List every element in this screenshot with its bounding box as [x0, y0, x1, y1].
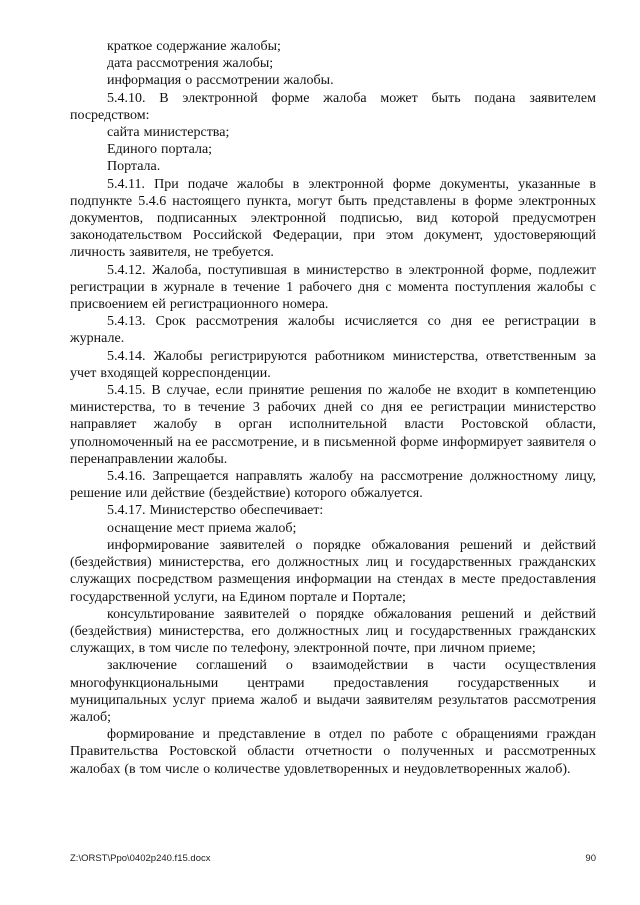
paragraph: дата рассмотрения жалобы; [107, 56, 274, 72]
paragraph: 5.4.13. Срок рассмотрения жалобы исчисляется со дня ее регистрации в журнале. [70, 314, 596, 347]
footer-file-path: Z:\ORST\Ppo\0402p240.f15.docx [70, 853, 211, 864]
paragraph: заключение соглашений о взаимодействии в части осуществления многофункциональными центрами предоставления государственных и муниципальных услуг приема жалоб и выдачи заявителям результатов рассмотрения жалоб; [70, 658, 596, 725]
document-body [70, 38, 596, 778]
paragraph: 5.4.16. Запрещается направлять жалобу на рассмотрение должностному лицу, решение или действие (бездействие) которого обжалуется. [70, 469, 596, 502]
paragraph: 5.4.12. Жалоба, поступившая в министерство в электронной форме, подлежит регистрации в журнале в течение 1 рабочего дня с момента поступления жалобы с присвоением ей регистрационного номера. [70, 262, 596, 313]
paragraph: Портала. [107, 159, 161, 175]
paragraph: формирование и представление в отдел по работе с обращениями граждан Правительства Ростовской области отчетности о полученных и рассмотренных жалобах (в том числе о количестве удовлетворенных и неудовлетворенных жалоб). [70, 727, 596, 777]
paragraph: оснащение мест приема жалоб; [107, 520, 297, 536]
paragraph: 5.4.17. Министерство обеспечивает: [107, 503, 324, 519]
paragraph: 5.4.10. В электронной форме жалоба может быть подана заявителем посредством: [70, 90, 596, 123]
paragraph: краткое содержание жалобы; [107, 39, 281, 54]
paragraph: информирование заявителей о порядке обжалования решений и действий (бездействия) министерства, его должностных лиц и государственных гражданских служащих посредством размещения информации на стендах в месте предоставления государственной услуги, на Едином портале и Портале; [70, 537, 596, 605]
paragraph: 5.4.14. Жалобы регистрируются работником министерства, ответственным за учет входящей корреспонденции. [70, 348, 596, 381]
paragraph: Единого портала; [107, 142, 213, 158]
page-footer [70, 853, 596, 864]
paragraph: 5.4.11. При подаче жалобы в электронной форме документы, указанные в подпункте 5.4.6 настоящего пункта, могут быть представлены в форме электронных документов, подписанных электронной подписью, вид которой предусмотрен законодательством Российской Федерации, при этом документ, удостоверяющий личность заявителя, не требуется. [70, 176, 596, 261]
paragraph: консультирование заявителей о порядке обжалования решений и действий (бездействия) министерства, его должностных лиц и государственных гражданских служащих, в том числе по телефону, электронной почте, при личном приеме; [70, 606, 596, 657]
page-number: 90 [585, 853, 596, 864]
paragraph: информация о рассмотрении жалобы. [107, 73, 334, 89]
paragraph: 5.4.15. В случае, если принятие решения по жалобе не входит в компетенцию министерства, то в течение 3 рабочих дней со дня ее регистрации министерство направляет жалобу в орган исполнительной власти Ростовской области, уполномоченный на ее рассмотрение, и в письменной форме информирует заявителя о перенаправлении жалобы. [70, 383, 596, 467]
paragraph: сайта министерства; [107, 125, 230, 141]
